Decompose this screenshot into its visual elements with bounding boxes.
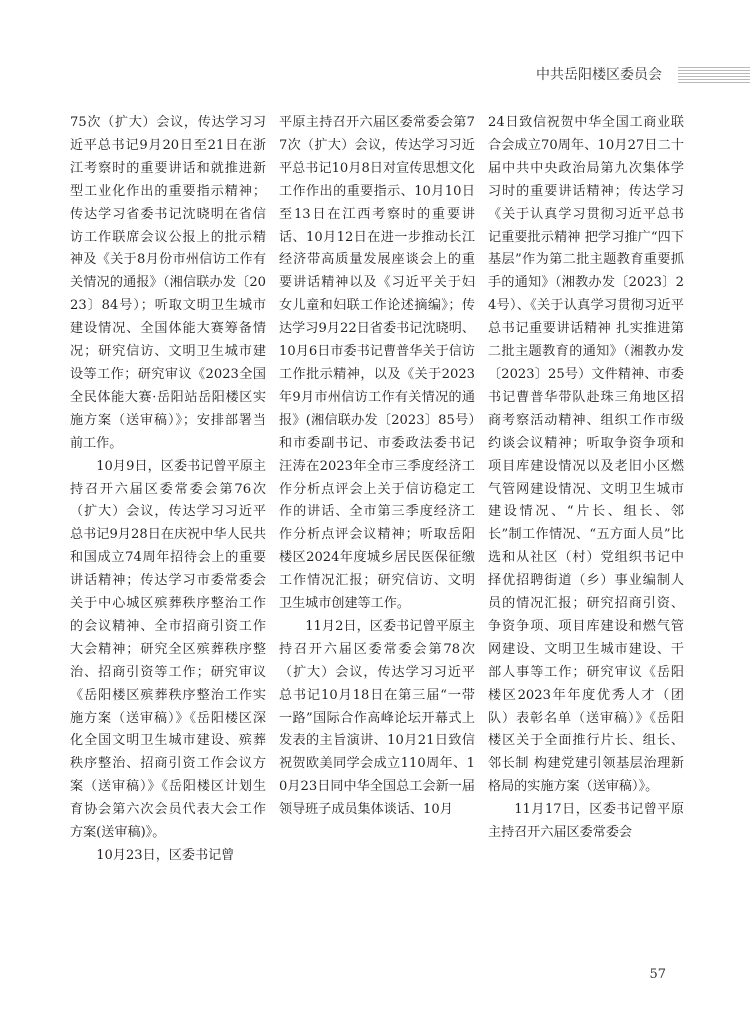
text-column-2 bbox=[279, 112, 475, 822]
page-number: 57 bbox=[649, 967, 666, 982]
text-column-3 bbox=[488, 112, 684, 845]
paragraph: 11月17日，区委书记曾平原主持召开六届区委常委会 bbox=[488, 802, 684, 841]
paragraph: 10月9日，区委书记曾平原主持召开六届区委常委会第76次（扩大）会议，传达学习习近平总书记9月28日在庆祝中华人民共和国成立74周年招待会上的重要讲话精神；传达学习市委常委会关于中心城区殡葬秩序整治工作的会议精神、全市招商引资工作大会精神；研究全区殡葬秩序整治、招商引资等工作；研究审议《岳阳楼区殡葬秩序整治工作实施方案（送审稿）》《岳阳楼区深化全国文明卫生城市建设、殡葬秩序整治、招商引资工作会议方案（送审稿）》《岳阳楼区计划生育协会第六次会员代表大会工作方案(送审稿)》。 bbox=[70, 458, 266, 841]
header-title: 中共岳阳楼区委员会 bbox=[536, 67, 662, 83]
paragraph: 11月2日，区委书记曾平原主持召开六届区委常委会第78次（扩大）会议，传达学习习近平总书记10月18日在第三届“一带一路”国际合作高峰论坛开幕式上发表的主旨演讲、10月21日致信祝贺欧美同学会成立110周年、10月23日同中华全国总工会新一届领导班子成员集体谈话、10月 bbox=[279, 618, 475, 818]
paragraph: 75次（扩大）会议，传达学习习近平总书记9月20日至21日在浙江考察时的重要讲话和就推进新型工业化作出的重要指示精神；传达学习省委书记沈晓明在省信访工作联席会议公报上的批示精神及《关于8月份市州信访工作有关情况的通报》（湘信联办发〔2023〕84号）；听取文明卫生城市建设情况、全国体能大赛筹备情况；研究信访、文明卫生城市建设等工作；研究审议《2023全国全民体能大赛·岳阳站岳阳楼区实施方案（送审稿）》；安排部署当前工作。 bbox=[70, 115, 266, 451]
page-header bbox=[0, 62, 750, 86]
text-column-1 bbox=[70, 112, 266, 868]
paragraph: 10月23日，区委书记曾 bbox=[96, 848, 235, 863]
paragraph: 24日致信祝贺中华全国工商业联合会成立70周年、10月27日二十届中共中央政治局第九次集体学习时的重要讲话精神；传达学习《关于认真学习贯彻习近平总书记重要批示精神 把学习推广“四下基层”作为第二批主题教育重要抓手的通知》（湘教办发〔2023〕24号）、《关于认真学习贯彻习近平总书记重要讲话精神 扎实推进第二批主题教育的通知》（湘教办发〔2023〕25号）文件精神、市委书记曹普华带队赴珠三角地区招商考察活动精神、组织工作市级约谈会议精神；听取争资争项和项目库建设情况以及老旧小区燃气管网建设情况、文明卫生城市建设情况、“片长、组长、邻长”制工作情况、“五方面人员”比选和从社区（村）党组织书记中择优招聘街道（乡）事业编制人员的情况汇报；研究招商引资、争资争项、项目库建设和燃气管网建设、文明卫生城市建设、干部人事等工作；研究审议《岳阳楼区2023年年度优秀人才（团队）表彰名单（送审稿）》《岳阳楼区关于全面推行片长、组长、邻长制 构建党建引领基层治理新格局的实施方案（送审稿）》。 bbox=[488, 115, 684, 795]
header-decorative-lines bbox=[678, 67, 750, 83]
paragraph: 平原主持召开六届区委常委会第77次（扩大）会议，传达学习习近平总书记10月8日对宣传思想文化工作作出的重要指示、10月10日至13日在江西考察时的重要讲话、10月12日在进一步推动长江经济带高质量发展座谈会上的重要讲话精神以及《习近平关于妇女儿童和妇联工作论述摘编》；传达学习9月22日省委书记沈晓明、10月6日市委书记曹普华关于信访工作批示精神，以及《关于2023年9月市州信访工作有关情况的通报》(湘信联办发〔2023〕85号）和市委副书记、市委政法委书记汪涛在2023年全市三季度经济工作分析点评会上关于信访稳定工作的讲话、全市第三季度经济工作分析点评会议精神；听取岳阳楼区2024年度城乡居民医保征缴工作情况汇报；研究信访、文明卫生城市创建等工作。 bbox=[279, 115, 475, 612]
